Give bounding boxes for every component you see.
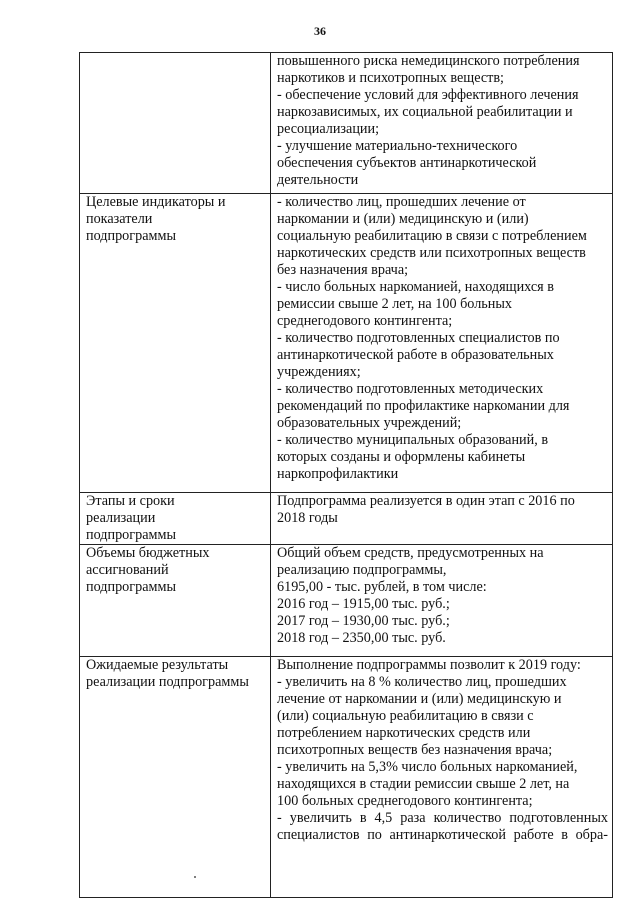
row-label-cell: [80, 194, 271, 493]
label-line: реализации подпрограммы: [86, 674, 249, 690]
text-line: - улучшение материально-технического: [277, 138, 518, 154]
text-line: 2016 год – 1915,00 тыс. руб.;: [277, 596, 450, 612]
text-line: - увеличить на 8 % количество лиц, прошедших: [277, 674, 567, 690]
text-line: специалистов по антинаркотической работе в обра-: [277, 827, 608, 843]
text-line: которых созданы и оформлены кабинеты: [277, 449, 526, 465]
text-line: 2017 год – 1930,00 тыс. руб.;: [277, 613, 450, 629]
table-row: [80, 194, 613, 493]
text-line: психотропных веществ без назначения врача;: [277, 742, 553, 758]
text-line: среднегодового контингента;: [277, 313, 453, 329]
row-label-cell: [80, 493, 271, 545]
scan-speck: [194, 876, 196, 878]
text-line: без назначения врача;: [277, 262, 409, 278]
label-line: Ожидаемые результаты: [86, 657, 229, 673]
text-line: 6195,00 - тыс. рублей, в том числе:: [277, 579, 487, 595]
text-line: Подпрограмма реализуется в один этап с 2016 по: [277, 493, 575, 509]
label-line: подпрограммы: [86, 579, 176, 595]
text-line: Общий объем средств, предусмотренных на: [277, 545, 544, 561]
text-line: ресоциализации;: [277, 121, 380, 137]
text-line: наркотических средств или психотропных веществ: [277, 245, 586, 261]
label-line: Целевые индикаторы и: [86, 194, 226, 210]
text-line: ремиссии свыше 2 лет, на 100 больных: [277, 296, 512, 312]
text-line: повышенного риска немедицинского потребления: [277, 53, 580, 69]
text-line: - число больных наркоманией, находящихся в: [277, 279, 554, 295]
text-line: находящихся в стадии ремиссии свыше 2 лет, на: [277, 776, 570, 792]
text-line: 100 больных среднегодового контингента;: [277, 793, 533, 809]
text-line: деятельности: [277, 172, 359, 188]
text-line: - обеспечение условий для эффективного лечения: [277, 87, 579, 103]
label-line: Этапы и сроки: [86, 493, 175, 509]
table-row: [80, 53, 613, 194]
label-line: ассигнований: [86, 562, 169, 578]
text-line: Выполнение подпрограммы позволит к 2019 году:: [277, 657, 581, 673]
row-value-cell: [271, 53, 613, 194]
text-line: - количество лиц, прошедших лечение от: [277, 194, 526, 210]
text-line: (или) социальную реабилитацию в связи с: [277, 708, 534, 724]
row-value-cell: [271, 657, 613, 898]
row-value-cell: [271, 493, 613, 545]
text-line: потреблением наркотических средств или: [277, 725, 531, 741]
text-line: социальную реабилитацию в связи с потреблением: [277, 228, 587, 244]
table-row: [80, 545, 613, 657]
page-number: 36: [314, 24, 326, 38]
label-line: показатели: [86, 211, 153, 227]
label-line: реализации: [86, 510, 156, 526]
row-value-cell: [271, 194, 613, 493]
text-line: наркозависимых, их социальной реабилитации и: [277, 104, 573, 120]
text-line: - увеличить в 4,5 раза количество подготовленных: [277, 810, 608, 826]
text-line: - количество муниципальных образований, в: [277, 432, 549, 448]
text-line: образовательных учреждений;: [277, 415, 462, 431]
row-label-cell: [80, 53, 271, 194]
table-row: [80, 657, 613, 898]
text-line: - количество подготовленных методических: [277, 381, 544, 397]
text-line: наркотиков и психотропных веществ;: [277, 70, 504, 86]
label-line: подпрограммы: [86, 527, 176, 543]
text-line: - количество подготовленных специалистов по: [277, 330, 560, 346]
row-label-cell: [80, 545, 271, 657]
row-label-cell: [80, 657, 271, 898]
text-line: рекомендаций по профилактике наркомании для: [277, 398, 570, 414]
text-line: 2018 годы: [277, 510, 338, 526]
text-line: - увеличить на 5,3% число больных наркоманией,: [277, 759, 578, 775]
text-line: 2018 год – 2350,00 тыс. руб.: [277, 630, 446, 646]
subprogram-passport-table: [79, 52, 613, 898]
text-line: лечение от наркомании и (или) медицинскую и: [277, 691, 562, 707]
row-value-cell: [271, 545, 613, 657]
text-line: учреждениях;: [277, 364, 361, 380]
text-line: реализацию подпрограммы,: [277, 562, 447, 578]
text-line: наркомании и (или) медицинскую и (или): [277, 211, 529, 227]
text-line: наркопрофилактики: [277, 466, 399, 482]
label-line: подпрограммы: [86, 228, 176, 244]
label-line: Объемы бюджетных: [86, 545, 210, 561]
table-row: [80, 493, 613, 545]
text-line: антинаркотической работе в образовательных: [277, 347, 554, 363]
text-line: обеспечения субъектов антинаркотической: [277, 155, 537, 171]
